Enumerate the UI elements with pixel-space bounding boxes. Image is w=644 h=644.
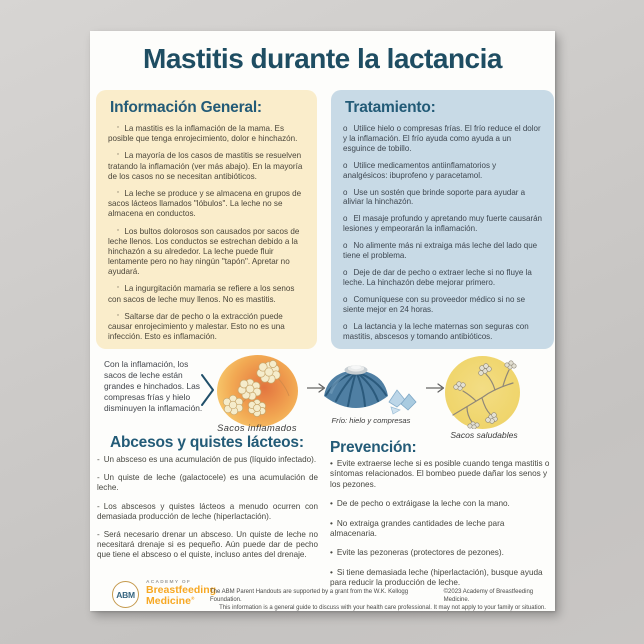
treatment-heading: Tratamiento:: [345, 99, 436, 116]
info-bullet-item: [108, 312, 305, 343]
info-bullet-item: [108, 151, 305, 182]
abm-logo-academy-of: ACADEMY OF: [146, 580, 192, 585]
bullet-glyph: o: [343, 321, 348, 331]
bullet-item-text: Evite extraerse leche si es posible cuando tenga mastitis o síntomas relacionados. El bombeo puede dañar los senos y los pezones.: [330, 459, 550, 489]
bullet-glyph: •: [330, 548, 333, 558]
chevron-right-icon: [200, 373, 216, 412]
bullet-item-text: Comuníquese con su proveedor médico si no se siente mejor en 24 horas.: [343, 294, 526, 314]
bullet-item-text: Utilice hielo o compresas frías. El frío reduce el dolor y la inflamación. El frío ayuda como ayuda a un esguince de tobillo.: [343, 124, 541, 153]
abm-logo-medicine-text: Medicine: [146, 595, 191, 608]
bullet-item-text: No extraiga grandes cantidades de leche para almacenaria.: [330, 518, 505, 539]
bullet-item-text: Evite las pezoneras (protectores de pezones).: [336, 548, 504, 558]
prevention-heading: Prevención:: [330, 439, 417, 456]
inflamed-sacs-illustration: [217, 355, 298, 427]
info-general-list: [108, 124, 305, 342]
abscess-heading: Abcesos y quistes lácteos:: [110, 434, 304, 451]
prevention-bullet-item: [330, 548, 550, 558]
bullet-glyph: o: [343, 294, 348, 304]
prevention-bullet-item: [330, 519, 550, 540]
prevention-list: [330, 459, 550, 598]
bullet-glyph: -: [97, 501, 100, 511]
bullet-glyph: o: [343, 214, 348, 224]
bullet-item-text: Utilice medicamentos antiinflamatorios y analgésicos: ibuprofeno y paracetamol.: [343, 160, 497, 180]
registered-mark: ®: [190, 596, 195, 602]
bullet-glyph: ◦: [117, 151, 120, 159]
cold-compress-label: Frío: hielo y compresas: [331, 416, 411, 425]
abm-logo-medicine: [146, 596, 216, 607]
bullet-item-text: La lactancia y la leche maternas son seguras con mastitis, abscesos y tomando antibióticos.: [343, 321, 529, 341]
bullet-glyph: ◦: [117, 311, 120, 319]
bullet-glyph: •: [330, 518, 333, 528]
treatment-bullet-item: [343, 241, 542, 261]
bullet-glyph: o: [343, 267, 348, 277]
inflammation-note: Con la inflamación, los sacos de leche están grandes e hinchados. Las compresas frías y hielo disminuyen la inflamación.: [104, 359, 203, 413]
bullet-glyph: -: [97, 473, 100, 483]
healthy-sacs-illustration: [445, 356, 520, 429]
bullet-glyph: •: [330, 499, 333, 509]
bullet-glyph: o: [343, 124, 348, 133]
bullet-item-text: De de pecho o extráigase la leche con la mano.: [336, 499, 510, 509]
inflamed-sacs-label: Sacos inflamados: [217, 423, 297, 433]
page-title: Mastitis durante la lactancia: [143, 43, 502, 74]
ice-pack-icon: [321, 360, 419, 421]
bullet-item-text: Saltarse dar de pecho o la extracción puede causar enrojecimiento y malestar. Esto no es una infección. Esto es inflamación.: [108, 311, 285, 342]
healthy-sacs-label: Sacos saludables: [450, 430, 518, 440]
bullet-glyph: •: [330, 567, 333, 577]
info-bullet-item: [108, 227, 305, 278]
treatment-bullet-item: [343, 161, 542, 181]
abscess-bullet-item: [97, 473, 318, 493]
info-bullet-item: [108, 124, 305, 144]
bullet-item-text: Deje de dar de pecho o extraer leche si no fluye la leche. La hinchazón debe mejorar primero.: [343, 267, 532, 287]
bullet-item-text: El masaje profundo y apretando muy fuerte causarán lesiones y empeorarán la inflamación.: [343, 214, 543, 234]
bullet-item-text: Los bultos dolorosos son causados por sacos de leche llenos. Los conductos se estrechan debido a la hinchazón a su alrededor. La leche puede fluir lentamente pero no hay ningún "tapón". Apretar no ayudará.: [108, 226, 300, 277]
prevention-bullet-item: [330, 568, 550, 589]
treatment-bullet-item: [343, 295, 542, 315]
footer-line2: This information is a general guide to discuss with your health care professional. It may not apply to your family or situation.: [219, 605, 546, 612]
bullet-item-text: La ingurgitación mamaria se refiere a los senos con sacos de leche muy llenos. No es mastitis.: [108, 284, 295, 304]
info-general-box: [96, 90, 317, 349]
abscess-bullet-item: [97, 530, 318, 561]
bullet-glyph: ◦: [117, 188, 120, 196]
bullet-glyph: o: [343, 187, 348, 197]
treatment-box: [331, 90, 554, 349]
footer-grant-note: The ABM Parent Handouts are supported by a grant from the W.K. Kellogg Foundation.: [210, 589, 409, 604]
prevention-bullet-item: [330, 499, 550, 509]
footer-copyright: ©2023 Academy of Breastfeeding Medicine.: [443, 589, 534, 604]
treatment-bullet-item: [343, 322, 542, 342]
abscess-bullet-item: [97, 455, 318, 465]
bullet-glyph: ◦: [117, 124, 120, 131]
bullet-item-text: Un absceso es una acumulación de pus (líquido infectado).: [103, 455, 317, 464]
bullet-item-text: La mastitis es la inflamación de la mama. Es posible que tenga enrojecimiento, dolor e hinchazón.: [108, 124, 298, 144]
bullet-item-text: Será necesario drenar un absceso. Un quiste de leche no necesitará drenaje si es pequeño. Aún puede dar de pecho que tiene el absceso o el quiste, incluso antes del drenaje.: [97, 529, 318, 560]
prevention-bullet-item: [330, 459, 550, 490]
treatment-bullet-item: [343, 268, 542, 288]
bullet-glyph: o: [343, 160, 348, 170]
bullet-glyph: ◦: [117, 226, 120, 234]
info-bullet-item: [108, 189, 305, 220]
bullet-glyph: o: [343, 241, 348, 251]
bullet-item-text: No alimente más ni extraiga más leche del lado que tiene el problema.: [343, 241, 538, 261]
footer-line1: [210, 588, 555, 604]
footer-disclaimer: [210, 588, 555, 612]
right-arrow-icon: [425, 381, 447, 399]
info-general-heading: Información General:: [110, 99, 262, 116]
treatment-bullet-item: [343, 124, 542, 154]
bullet-item-text: Los abscesos y quistes lácteos a menudo ocurren con demasiada producción de leche (hiperlactación).: [97, 501, 318, 521]
bullet-item-text: Un quiste de leche (galactocele) es una acumulación de leche.: [97, 473, 318, 493]
mastitis-poster: [90, 31, 555, 611]
bullet-item-text: La mayoría de los casos de mastitis se resuelven tratando la inflamación (ver más abajo). En la mayoría de los casos no se necesitan antibióticos.: [108, 151, 303, 181]
info-bullet-item: [108, 284, 305, 304]
treatment-list: [343, 124, 542, 341]
bullet-glyph: -: [97, 529, 100, 539]
bullet-item-text: Si tiene demasiada leche (hiperlactación), busque ayuda para reducir la producción de leche.: [330, 567, 543, 588]
abscess-bullet-item: [97, 502, 318, 522]
bullet-glyph: -: [97, 455, 100, 464]
abscess-list: [97, 455, 318, 569]
bullet-item-text: La leche se produce y se almacena en grupos de sacos lácteos llamados "lóbulos". La leche no se almacena en conductos.: [108, 188, 302, 219]
treatment-bullet-item: [343, 214, 542, 234]
abm-logo-text: [146, 580, 216, 607]
bullet-glyph: ◦: [117, 284, 120, 292]
treatment-bullet-item: [343, 188, 542, 208]
abm-logo-circle: ABM: [112, 581, 139, 608]
abm-logo-breastfeeding: Breastfeeding: [146, 584, 217, 596]
bullet-item-text: Use un sostén que brinde soporte para ayudar a aliviar la hinchazón.: [343, 187, 526, 207]
bullet-glyph: •: [330, 459, 333, 468]
